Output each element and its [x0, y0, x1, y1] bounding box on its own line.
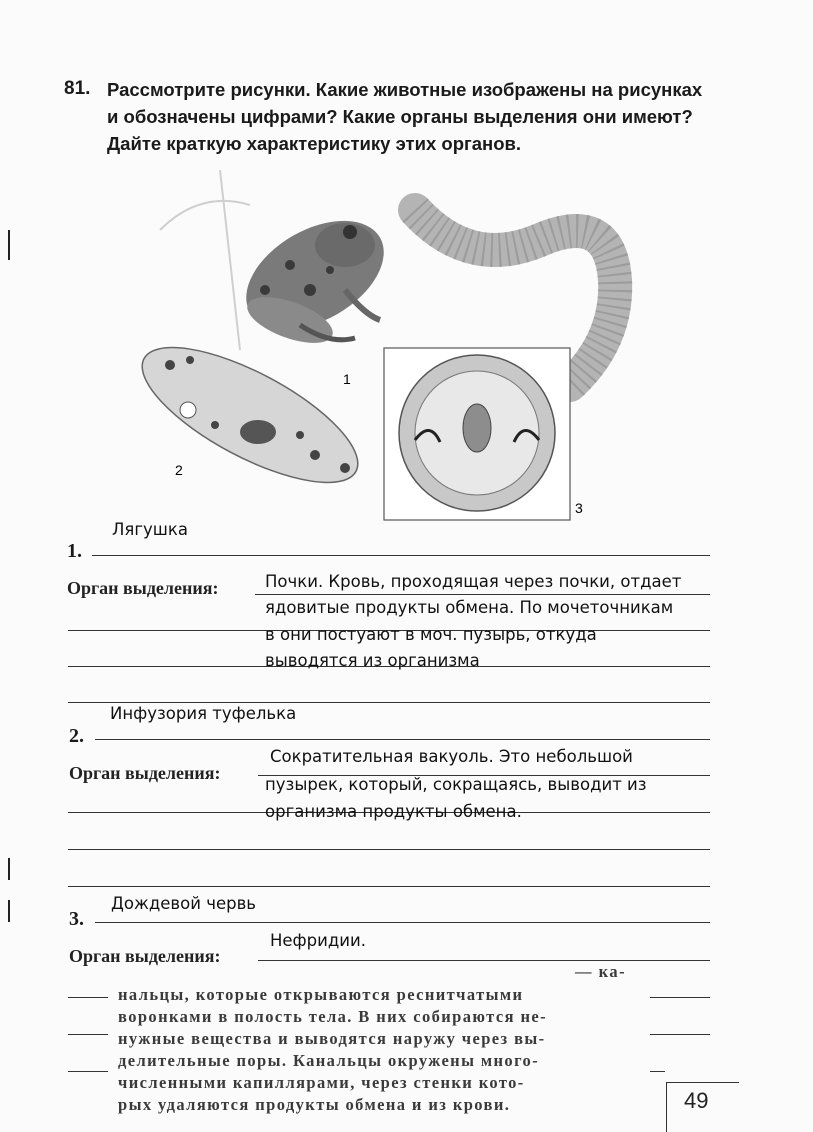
answer-2-text-line-2: пузырек, который, сокращаясь, выводит из — [265, 775, 647, 794]
answer-1-organ-label: Орган выделения: — [67, 578, 219, 598]
ruled-line — [68, 997, 108, 998]
answer-1-animal: Лягушка — [112, 520, 188, 539]
ruled-line — [255, 594, 710, 595]
margin-mark — [8, 230, 10, 260]
answer-1-text-line-3: в они постуают в моч. пузырь, откуда — [265, 625, 597, 644]
answer-1-text-line-1: Почки. Кровь, проходящая через почки, отдает — [265, 572, 682, 591]
printed-line-2: воронками в полость тела. В них собираются не- — [118, 1007, 547, 1026]
printed-line-6: рых удаляются продукты обмена и из крови. — [118, 1095, 511, 1114]
answer-3-organ-label: Орган выделения: — [69, 946, 221, 966]
answer-1-number: 1. — [67, 540, 82, 562]
answer-3-animal: Дождевой червь — [111, 894, 257, 913]
margin-mark — [8, 900, 10, 922]
paramecium-drawing-icon — [140, 322, 376, 509]
figure-label-3: 3 — [575, 500, 583, 516]
frog-drawing-icon — [228, 199, 403, 353]
ruled-line — [68, 1071, 108, 1072]
answer-3-text-line-1: Нефридии. — [270, 931, 366, 950]
answer-3-line — [95, 922, 710, 923]
ruled-line — [258, 960, 710, 961]
answer-1-line — [92, 555, 710, 556]
worm-cross-section-drawing-icon — [384, 348, 570, 520]
figure-label-1: 1 — [343, 371, 351, 387]
answer-3-number: 3. — [69, 908, 84, 930]
answer-3-printed-text — [118, 984, 638, 1116]
printed-line-4: делительные поры. Канальцы окружены много- — [118, 1051, 540, 1070]
ruled-line — [68, 702, 710, 703]
ruled-line — [68, 886, 710, 887]
margin-mark — [8, 858, 10, 880]
answer-2-text-line-3: организма продукты обмена. — [265, 802, 522, 821]
answer-2-line — [95, 739, 710, 740]
ruled-line — [650, 1071, 665, 1072]
answer-2-animal: Инфузория туфелька — [110, 704, 297, 723]
answer-1-text-line-4: выводятся из организма — [265, 651, 480, 670]
answer-2-organ-label: Орган выделения: — [69, 763, 221, 783]
background-sketch-icon — [160, 170, 250, 350]
task-question: Рассмотрите рисунки. Какие животные изображены на рисунках и обозначены цифрами? Какие органы выделения они имеют? Дайте краткую характеристику этих органов. — [107, 79, 703, 154]
page-number: 49 — [684, 1088, 709, 1113]
ruled-line — [650, 997, 710, 998]
figure-label-2: 2 — [175, 462, 183, 478]
answer-2-text-line-1: Сократительная вакуоль. Это небольшой — [270, 747, 633, 766]
printed-line-1: нальцы, которые открываются реснитчатыми — [118, 985, 524, 1004]
printed-line-3: нужные вещества и выводятся наружу через вы- — [118, 1029, 546, 1048]
printed-line-5: численными капиллярами, через стенки кото- — [118, 1073, 525, 1092]
answer-3-printed-dash: — ка- — [575, 962, 627, 981]
ruled-line — [650, 1034, 710, 1035]
answer-1-text-line-2: ядовитые продукты обмена. По мочеточникам — [265, 598, 674, 617]
ruled-line — [68, 1034, 108, 1035]
ruled-line — [68, 849, 710, 850]
answer-2-number: 2. — [69, 725, 84, 747]
task-number: 81. — [64, 78, 91, 99]
figure-illustrations — [140, 170, 680, 530]
